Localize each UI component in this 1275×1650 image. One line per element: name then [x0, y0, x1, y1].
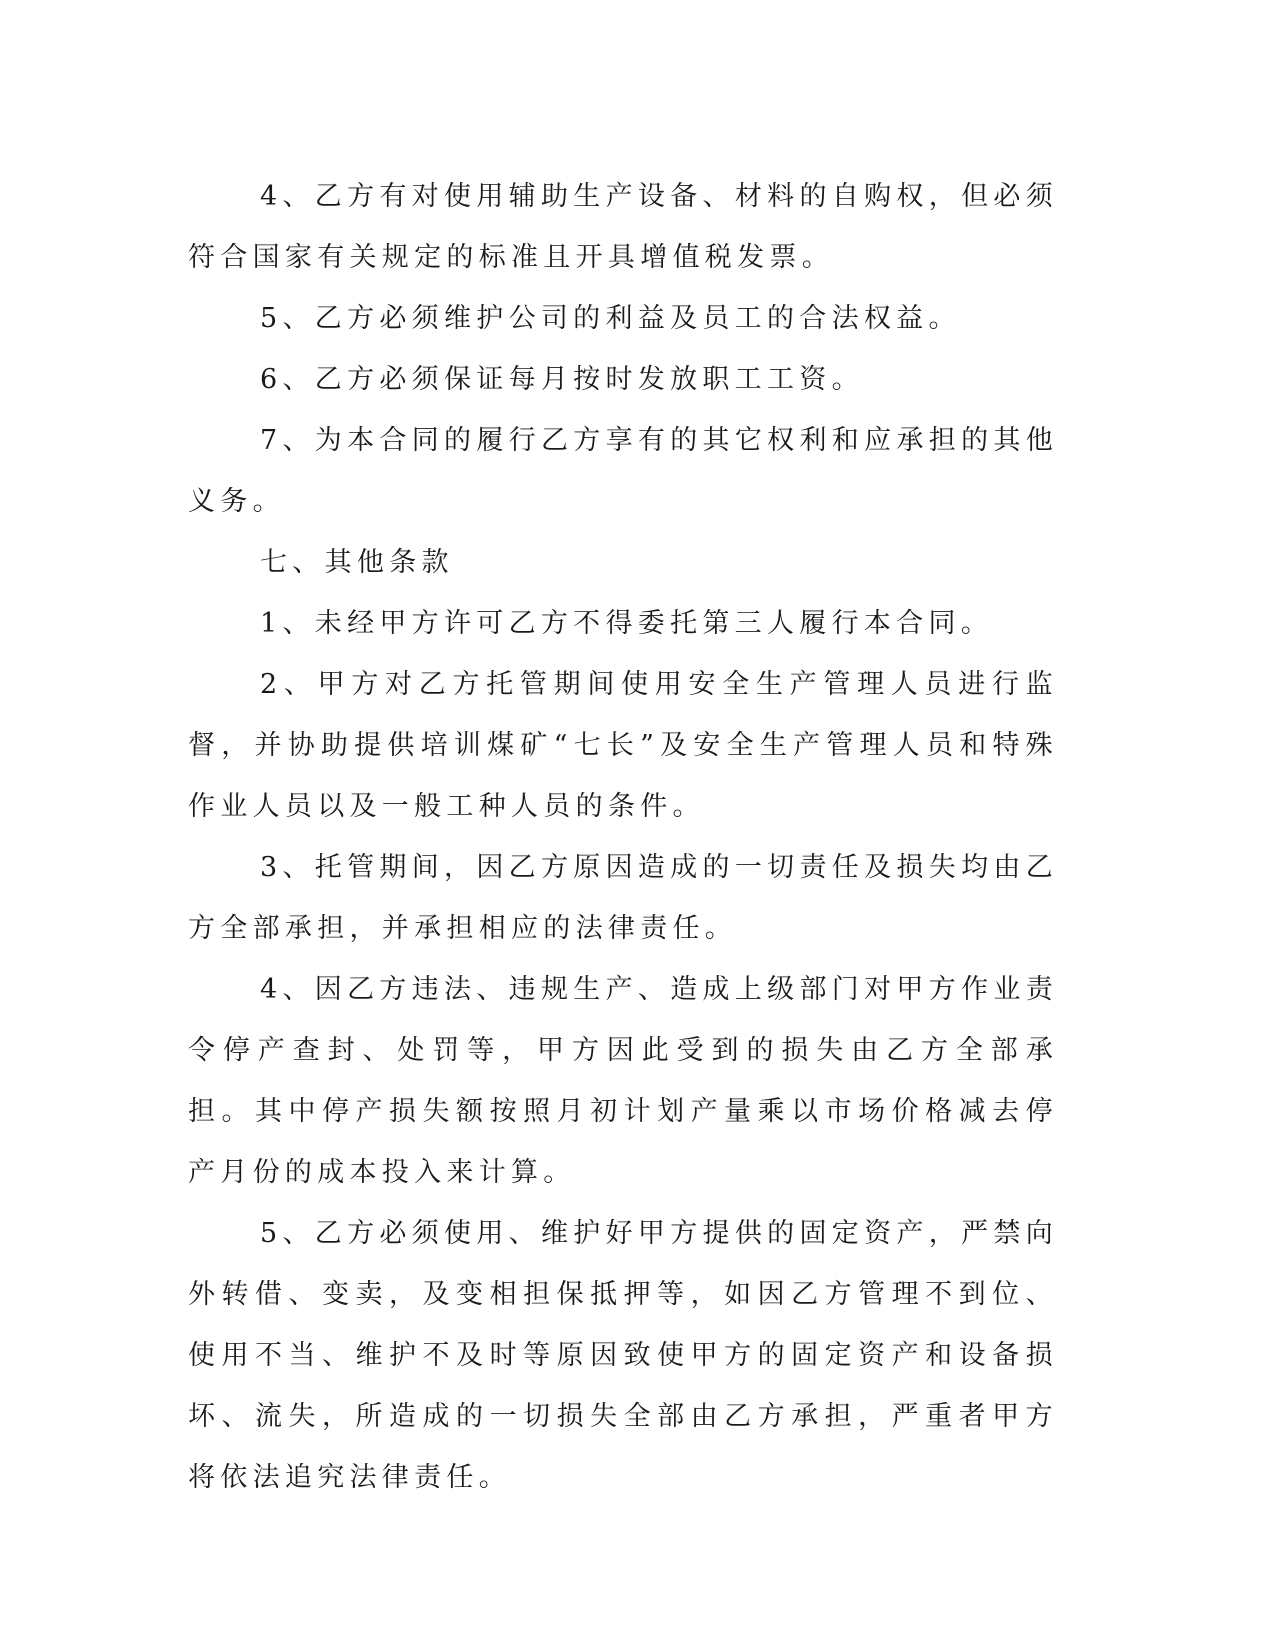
paragraph-clause-4: 4、因乙方违法、违规生产、造成上级部门对甲方作业责令停产查封、处罚等，甲方因此受到的损失由乙方全部承担。其中停产损失额按照月初计划产量乘以市场价格减去停产月份的成本投入来计算。	[188, 974, 1058, 1188]
paragraph-clause-2: 2、甲方对乙方托管期间使用安全生产管理人员进行监督，并协助提供培训煤矿“七长”及安全生产管理人员和特殊作业人员以及一般工种人员的条件。	[188, 669, 1058, 822]
paragraph-clause-3: 3、托管期间，因乙方原因造成的一切责任及损失均由乙方全部承担，并承担相应的法律责任。	[188, 852, 1058, 944]
paragraph-clause-1: 1、未经甲方许可乙方不得委托第三人履行本合同。	[260, 608, 994, 639]
section-heading-other-clauses: 七、其他条款	[260, 547, 454, 578]
paragraph-clause-5: 5、乙方必须使用、维护好甲方提供的固定资产，严禁向外转借、变卖，及变相担保抵押等，如因乙方管理不到位、使用不当、维护不及时等原因致使甲方的固定资产和设备损坏、流失，所造成的一切损失全部由乙方承担，严重者甲方将依法追究法律责任。	[188, 1218, 1058, 1493]
paragraph-item-6-wages: 6、乙方必须保证每月按时发放职工工资。	[260, 364, 864, 395]
paragraph-item-4-self-purchase: 4、乙方有对使用辅助生产设备、材料的自购权，但必须符合国家有关规定的标准且开具增值税发票。	[188, 181, 1058, 273]
paragraph-item-5-protect-interests: 5、乙方必须维护公司的利益及员工的合法权益。	[260, 303, 961, 334]
paragraph-item-7-other-rights: 7、为本合同的履行乙方享有的其它权利和应承担的其他义务。	[188, 425, 1058, 517]
document-body	[188, 166, 1058, 1508]
